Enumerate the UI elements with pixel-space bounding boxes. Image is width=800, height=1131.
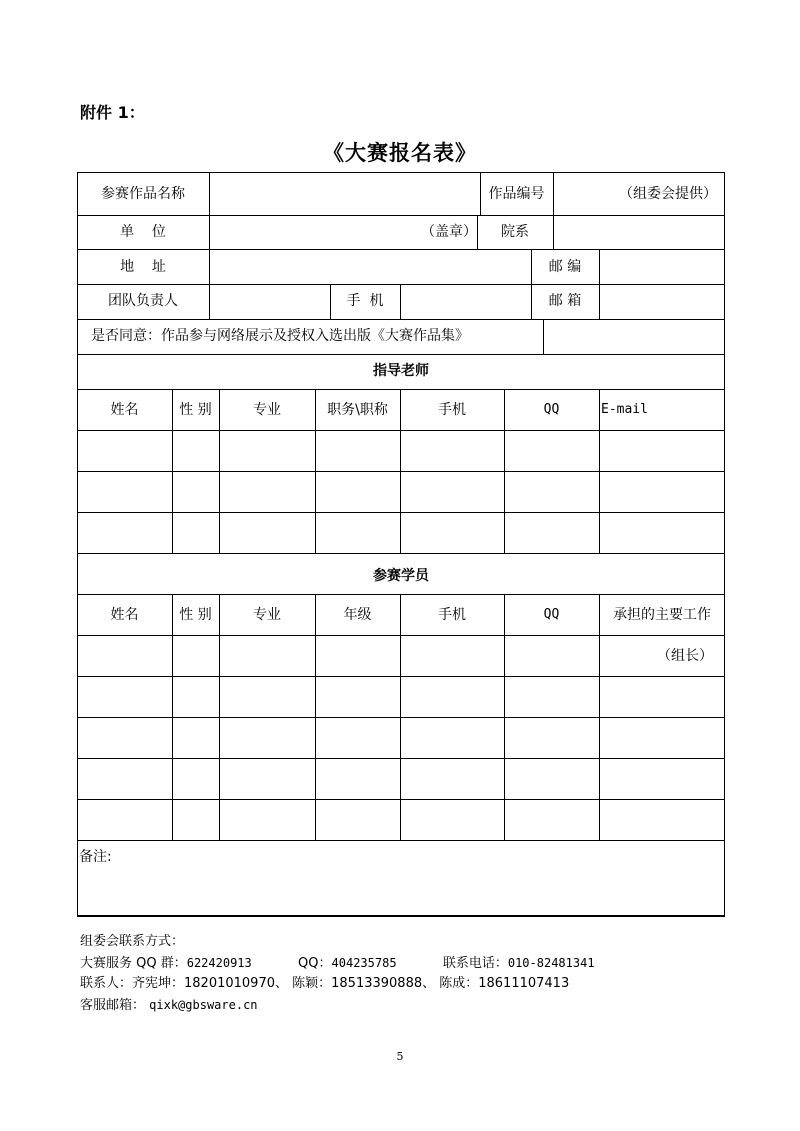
col-divider [400,284,401,319]
row-divider [77,758,725,759]
service-email-label: 客服邮箱： [80,998,146,1013]
contacts-label: 联系人： [80,976,133,991]
student-header-grade: 年级 [343,607,372,623]
col-divider [543,319,544,354]
row-divider [77,215,725,216]
advisor-header-title: 职务\职称 [327,402,388,418]
row-divider [77,319,725,320]
contact-persons-line [80,976,569,992]
advisor-header-mobile: 手机 [438,402,466,418]
qq-label: QQ： [298,956,332,971]
row-divider [77,799,725,800]
advisor-header-gender: 性 别 [179,402,212,418]
consent-question: 是否同意：作品参与网络展示及授权入选出版《大赛作品集》 [91,328,469,344]
work-name-label: 参赛作品名称 [101,186,185,202]
student-section-title: 参赛学员 [373,568,429,584]
col-divider [172,594,173,840]
work-number-label: 作品编号 [488,186,545,202]
contact-heading: 组委会联系方式： [80,934,185,949]
form-title: 《大赛报名表》 [323,141,477,165]
col-divider [599,594,600,840]
col-divider [315,594,316,840]
contacts-value: 齐宪坤：18201010970、 陈颖：18513390888、 陈成：18611107413 [132,976,570,991]
department-label: 院系 [501,224,529,240]
team-leader-label: 团队负责人 [108,293,178,309]
row-divider [77,249,725,250]
student-header-duty: 承担的主要工作 [613,607,711,623]
service-email-value: qixk@gbsware.cn [149,998,258,1012]
advisor-header-name: 姓名 [110,402,139,418]
row-divider [77,512,725,513]
student-header-mobile: 手机 [438,607,466,623]
phone-label: 联系电话： [442,956,508,971]
row-divider [77,354,725,355]
contact-qq-line [80,955,595,972]
student-header-qq: QQ [543,607,560,622]
row-divider [77,840,725,841]
phone-value: 010-82481341 [507,956,595,970]
advisor-header-email: E-mail [601,402,648,417]
row-divider [77,635,725,636]
qq-value: 404235785 [331,956,397,970]
row-divider [77,717,725,718]
col-divider [219,594,220,840]
address-label: 地 址 [120,259,166,275]
row-divider [77,594,725,595]
postcode-label: 邮 编 [548,259,582,275]
row-divider [77,430,725,431]
email-label: 邮 箱 [548,293,582,309]
col-divider [599,389,600,553]
qq-group-label: 大赛服务 QQ 群： [80,956,187,971]
col-divider [209,172,210,284]
group-leader-note: （组长） [657,648,713,664]
advisor-section-title: 指导老师 [373,363,429,379]
row-divider [77,389,725,390]
col-divider [599,249,600,319]
row-divider [77,471,725,472]
col-divider [400,594,401,840]
student-header-name: 姓名 [110,607,139,623]
mobile-label: 手 机 [346,293,384,309]
advisor-header-major: 专业 [253,402,281,418]
col-divider [504,594,505,840]
qq-group-value: 622420913 [186,956,252,970]
row-divider [77,284,725,285]
remarks-label: 备注: [79,849,112,865]
student-header-gender: 性 别 [179,607,212,623]
unit-label: 单 位 [120,224,166,240]
seal-note: （盖章） [421,224,477,240]
col-divider [553,172,554,249]
contact-email-line [80,997,258,1014]
registration-form [77,172,725,916]
col-divider [209,284,210,319]
student-header-major: 专业 [253,607,281,623]
attachment-label: 附件 1： [80,103,145,122]
work-number-note: （组委会提供） [619,186,717,202]
advisor-header-qq: QQ [543,402,560,417]
row-divider [77,676,725,677]
row-divider [77,553,725,554]
page-number: 5 [396,1050,404,1063]
